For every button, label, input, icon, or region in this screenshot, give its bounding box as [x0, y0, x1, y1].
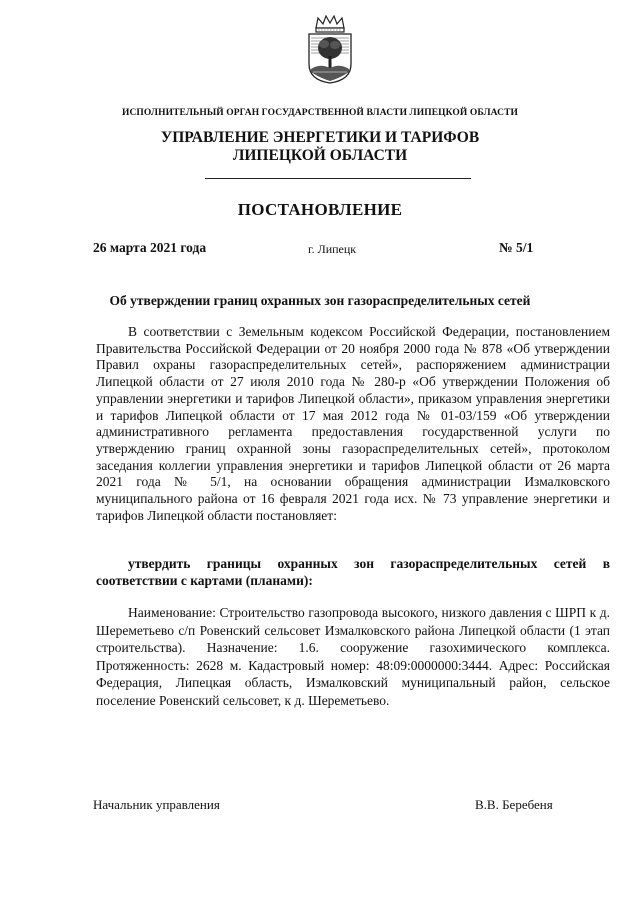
- department-name-line2: ЛИПЕЦКОЙ ОБЛАСТИ: [232, 147, 408, 164]
- document-type: ПОСТАНОВЛЕНИЕ: [237, 200, 403, 219]
- executive-body-title: ИСПОЛНИТЕЛЬНЫЙ ОРГАН ГОСУДАРСТВЕННОЙ ВЛАСТИ ЛИПЕЦКОЙ ОБЛАСТИ: [121, 108, 519, 118]
- header-divider: [205, 178, 471, 179]
- signatory-title: Начальник управления: [93, 797, 220, 812]
- object-description-paragraph: Наименование: Строительство газопровода высокого, низкого давления с ШРП к д. Шереметьево с/п Ровенский сельсовет Измалковского района Липецкой области (1 этап строительства). Назначение: 1.6. сооружение газохимического комплекса. Протяженность: 2628 м. Кадастровый номер: 48:09:0000000:3444. Адрес: Российская Федерация, Липецкая область, Измалковский муниципальный район, сельское поселение Ровенский сельсовет, к д. Шереметьево.: [96, 605, 610, 708]
- document-date: 26 марта 2021 года: [93, 240, 207, 255]
- department-name: [0, 129, 640, 165]
- document-number: № 5/1: [499, 240, 534, 255]
- department-name-line1: УПРАВЛЕНИЕ ЭНЕРГЕТИКИ И ТАРИФОВ: [160, 129, 480, 146]
- coat-of-arms-icon: [304, 14, 356, 84]
- preamble-paragraph: В соответствии с Земельным кодексом Российской Федерации, постановлением Правительства Российской Федерации от 20 ноября 2000 года № 878 «Об утверждении Правил охраны газораспределительных сетей», распоряжением администрации Липецкой области от 27 июля 2010 года № 280-р «Об утверждении Положения об управлении энергетики и тарифов Липецкой области», приказом управления энергетики и тарифов Липецкой области от 17 мая 2012 года № 01-03/159 «Об утверждении административного регламента предоставления государственной услуги по утверждению границ охранной зоны газораспределительных сетей», протоколом заседания коллегии управления энергетики и тарифов Липецкой области от 26 марта 2021 года № 5/1, на основании обращения администрации Измалковского муниципального района от 16 февраля 2021 года исх. № 73 управление энергетики и тарифов Липецкой области постановляет:: [96, 324, 610, 523]
- signatory-name: В.В. Беребеня: [475, 797, 553, 812]
- document-subject: Об утверждении границ охранных зон газораспределительных сетей: [109, 293, 531, 308]
- document-city: г. Липецк: [308, 242, 357, 256]
- decision-paragraph: утвердить границы охранных зон газораспределительных сетей в соответствии с картами (планами):: [96, 556, 610, 588]
